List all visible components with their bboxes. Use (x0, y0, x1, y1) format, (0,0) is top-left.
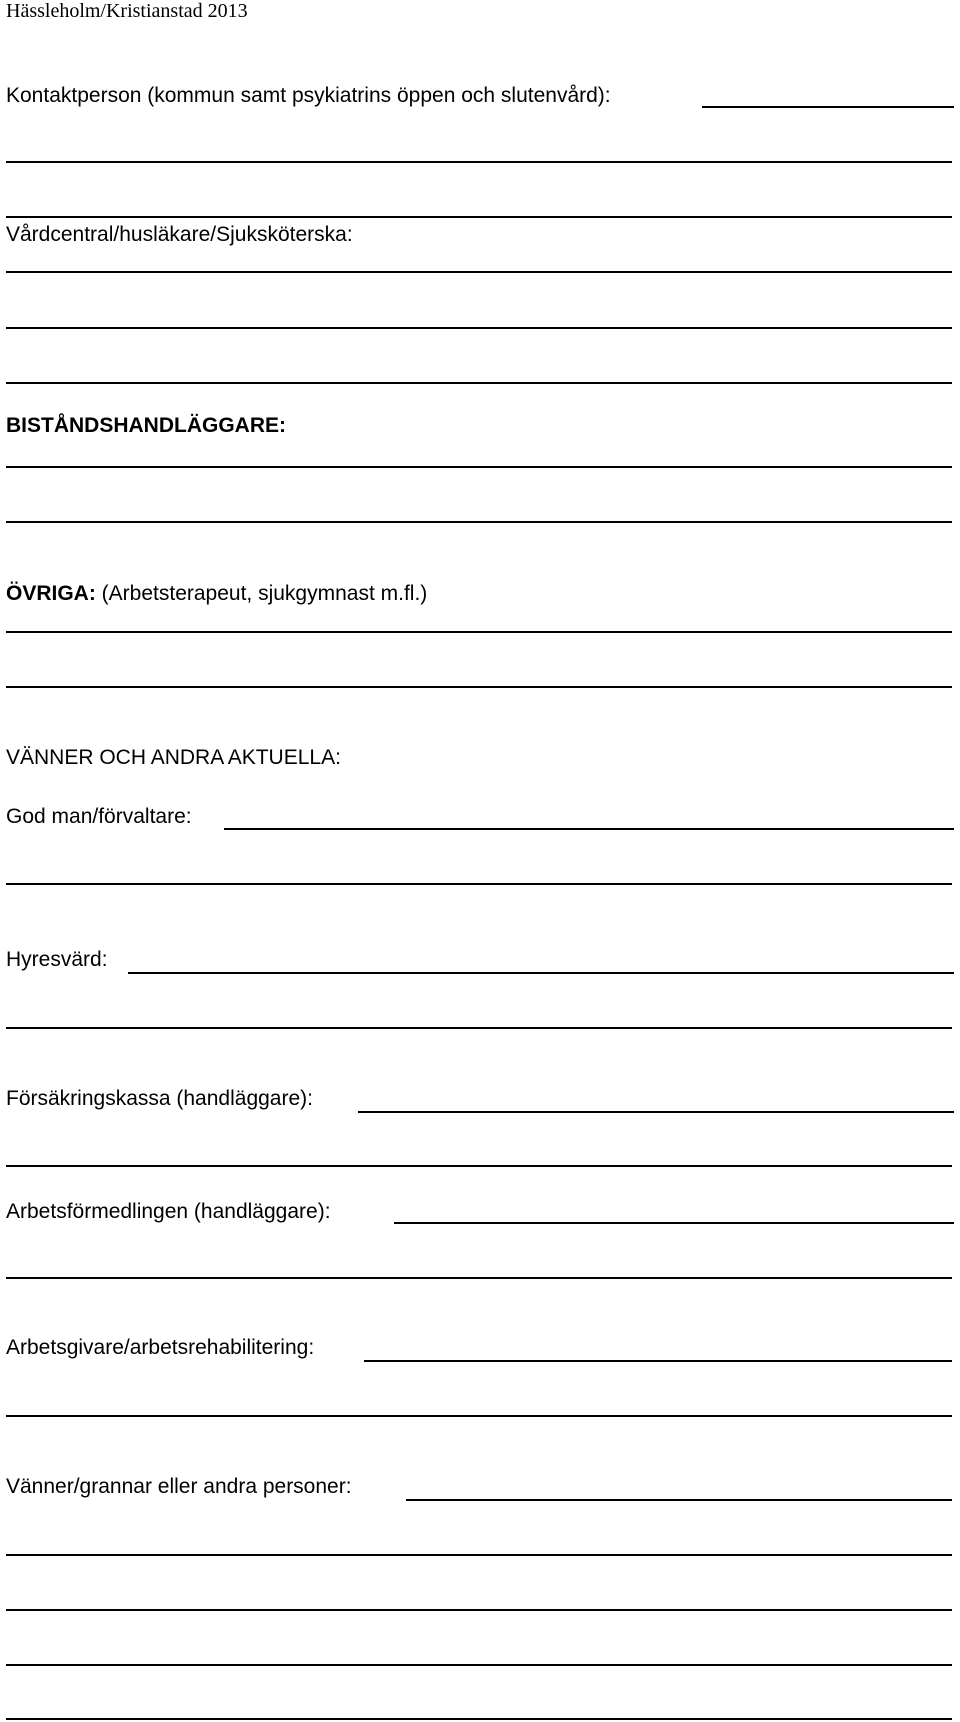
answer-line[interactable] (6, 1277, 952, 1279)
kontaktperson-label: Kontaktperson (kommun samt psykiatrins öppen och slutenvård): (6, 84, 611, 107)
bistandshandlaggare-label: BISTÅNDSHANDLÄGGARE: (6, 414, 286, 437)
answer-line[interactable] (6, 466, 952, 468)
answer-line[interactable] (6, 1718, 952, 1720)
answer-line[interactable] (6, 161, 952, 163)
vanner-grannar-answer-line[interactable] (406, 1499, 952, 1501)
vanner-grannar-label: Vänner/grannar eller andra personer: (6, 1475, 352, 1498)
god-man-label: God man/förvaltare: (6, 805, 192, 828)
answer-line[interactable] (6, 686, 952, 688)
hyresvard-label: Hyresvärd: (6, 948, 108, 971)
god-man-answer-line[interactable] (224, 828, 954, 830)
answer-line[interactable] (6, 883, 952, 885)
ovriga-label-row (6, 582, 427, 606)
document-header: Hässleholm/Kristianstad 2013 (6, 0, 248, 22)
arbetsgivare-answer-line[interactable] (364, 1360, 952, 1362)
ovriga-label: ÖVRIGA: (6, 582, 96, 605)
hyresvard-answer-line[interactable] (128, 972, 954, 974)
forsakringskassa-label: Försäkringskassa (handläggare): (6, 1087, 313, 1110)
answer-line[interactable] (6, 1609, 952, 1611)
answer-line[interactable] (6, 1554, 952, 1556)
answer-line[interactable] (6, 1415, 952, 1417)
forsakringskassa-answer-line[interactable] (358, 1111, 954, 1113)
arbetsgivare-label: Arbetsgivare/arbetsrehabilitering: (6, 1336, 315, 1359)
vanner-heading: VÄNNER OCH ANDRA AKTUELLA: (6, 746, 341, 769)
ovriga-description: (Arbetsterapeut, sjukgymnast m.fl.) (95, 582, 428, 605)
answer-line[interactable] (6, 1165, 952, 1167)
answer-line[interactable] (6, 382, 952, 384)
kontaktperson-answer-line[interactable] (702, 106, 954, 108)
answer-line[interactable] (6, 327, 952, 329)
arbetsformedlingen-label: Arbetsförmedlingen (handläggare): (6, 1200, 331, 1223)
answer-line[interactable] (6, 271, 952, 273)
vardcentral-label: Vårdcentral/husläkare/Sjuksköterska: (6, 223, 353, 246)
arbetsformedlingen-answer-line[interactable] (394, 1222, 954, 1224)
answer-line[interactable] (6, 1027, 952, 1029)
answer-line[interactable] (6, 631, 952, 633)
answer-line[interactable] (6, 1664, 952, 1666)
answer-line[interactable] (6, 521, 952, 523)
answer-line[interactable] (6, 216, 952, 218)
